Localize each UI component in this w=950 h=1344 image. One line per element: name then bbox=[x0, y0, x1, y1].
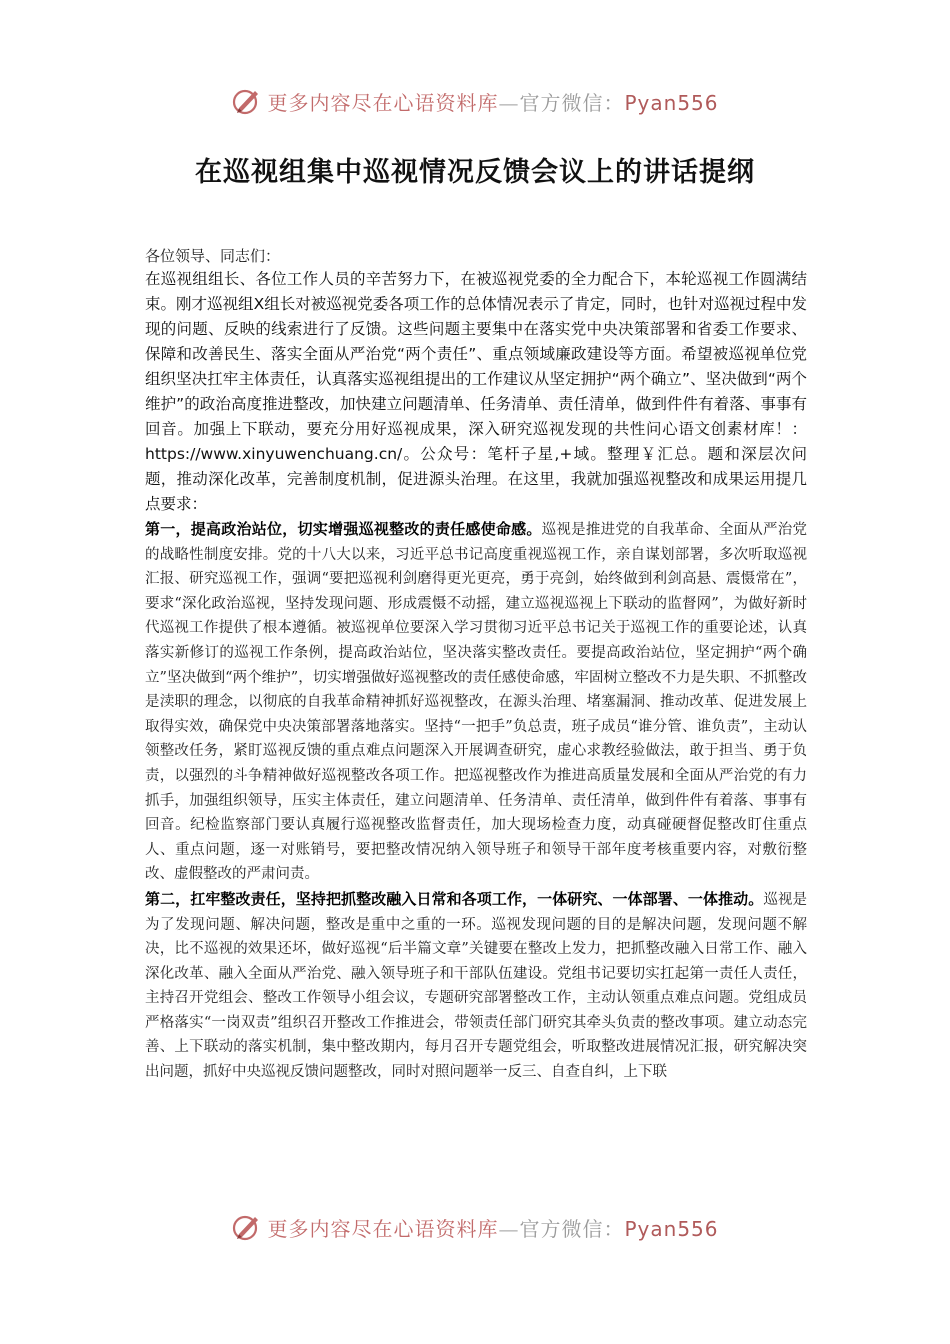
section-heading: 第一，提高政治站位，切实增强巡视整改的责任感使命感。 bbox=[145, 520, 542, 538]
banner-separator: — bbox=[498, 90, 520, 115]
section-body: 巡视是为了发现问题、解决问题，整改是重中之重的一环。巡视发现问题的目的是解决问题，发现问题不解决，比不巡视的效果还坏，做好巡视“后半篇文章”关键要在整改上发力，把抓整改融入日常工作、融入深化改革、融入全面从严治党、融入领导班子和干部队伍建设。党组书记要切实扛起第一责任人责任，主持召开党组会、整改工作领导小组会议，专题研究部署整改工作，主动认领重点难点问题。党组成员严格落实“一岗双责”组织召开整改工作推进会，带领责任部门研究其牵头负责的整改事项。建立动态完善、上下联动的落实机制，集中整改期内，每月召开专题党组会，听取整改进展情况汇报，研究解决突出问题，抓好中央巡视反馈问题整改，同时对照问题举一反三、自查自纠，上下联 bbox=[145, 891, 807, 1081]
pen-logo-icon bbox=[231, 86, 261, 116]
banner-text: 更多内容尽在心语资料库 bbox=[267, 90, 499, 115]
section-body: 巡视是推进党的自我革命、全面从严治党的战略性制度安排。党的十八大以来，习近平总书记高度重视巡视工作，亲自谋划部署，多次听取巡视汇报、研究巡视工作，强调“要把巡视利剑磨得更光更亮，勇于亮剑，始终做到利剑高悬、震慑常在”，要求“深化政治巡视，坚持发现问题、形成震慑不动摇，建立巡视巡视上下联动的监督网”，为做好新时代巡视工作提供了根本遵循。被巡视单位要深入学习贯彻习近平总书记关于巡视工作的重要论述，认真落实新修订的巡视工作条例，提高政治站位，坚决落实整改责任。要提高政治站位，坚定拥护“两个确立”坚决做到“两个维护”，切实增强做好巡视整改的责任感使命感，牢固树立整改不力是失职、不抓整改是渎职的理念，以彻底的自我革命精神抓好巡视整改，在源头治理、堵塞漏洞、推动改革、促进发展上取得实效，确保党中央决策部署落地落实。坚持“一把手”负总责，班子成员“谁分管、谁负责”，主动认领整改任务，紧盯巡视反馈的重点难点问题深入开展调查研究，虚心求教经验做法，敢于担当、勇于负责，以强烈的斗争精神做好巡视整改各项工作。把巡视整改作为推进高质量发展和全面从严治党的有力抓手，加强组织领导，压实主体责任，建立问题清单、任务清单、责任清单，做到件件有着落、事事有回音。纪检监察部门要认真履行巡视整改监督责任，加大现场检查力度，动真碰硬督促整改盯住重点人、重点问题，逐一对账销号，要把整改情况纳入领导班子和领导干部年度考核重要内容，对敷衍整改、虚假整改的严肃问责。 bbox=[145, 522, 807, 883]
banner-text: 更多内容尽在心语资料库 bbox=[267, 1216, 499, 1241]
pen-logo-icon bbox=[231, 1212, 261, 1242]
greeting: 各位领导、同志们： bbox=[145, 247, 281, 265]
section-heading: 第二，扛牢整改责任，坚持把抓整改融入日常和各项工作，一体研究、一体部署、一体推动。 bbox=[145, 889, 764, 908]
intro-paragraph: 在巡视组组长、各位工作人员的辛苦努力下，在被巡视党委的全力配合下，本轮巡视工作圆满结束。刚才巡视组X组长对被巡视党委各项工作的总体情况表示了肯定，同时，也针对巡视过程中发现的问题、反映的线索进行了反馈。这些问题主要集中在落实党中央决策部署和省委工作要求、保障和改善民生、落实全面从严治党“两个责任”、重点领域廉政建设等方面。希望被巡视单位党组织坚决扛牢主体责任，认真落实巡视组提出的工作建议从坚定拥护“两个确立”、坚决做到“两个维护”的政治高度推进整改，加快建立问题清单、任务清单、责任清单，做到件件有着落、事事有回音。加强上下联动，要充分用好巡视成果，深入研究巡视发现的共性问心语文创素材库！：https://www.xinyuwenchuang.cn/。公众号：笔杆子星,+域。整理￥汇总。题和深层次问题，推动深化改革，完善制度机制，促进源头治理。在这里，我就加强巡视整改和成果运用提几点要求： bbox=[145, 270, 807, 513]
document-body bbox=[145, 245, 807, 1085]
header-banner bbox=[0, 86, 950, 120]
section-paragraph bbox=[145, 517, 807, 887]
banner-wechat-id: Pyan556 bbox=[624, 90, 719, 115]
section-paragraph bbox=[145, 887, 807, 1085]
banner-wechat-label: 官方微信： bbox=[519, 1216, 625, 1241]
banner-wechat-label: 官方微信： bbox=[519, 90, 625, 115]
banner-separator: — bbox=[498, 1216, 520, 1241]
footer-banner bbox=[0, 1212, 950, 1246]
banner-wechat-id: Pyan556 bbox=[624, 1216, 719, 1241]
document-title: 在巡视组集中巡视情况反馈会议上的讲话提纲 bbox=[195, 157, 755, 188]
